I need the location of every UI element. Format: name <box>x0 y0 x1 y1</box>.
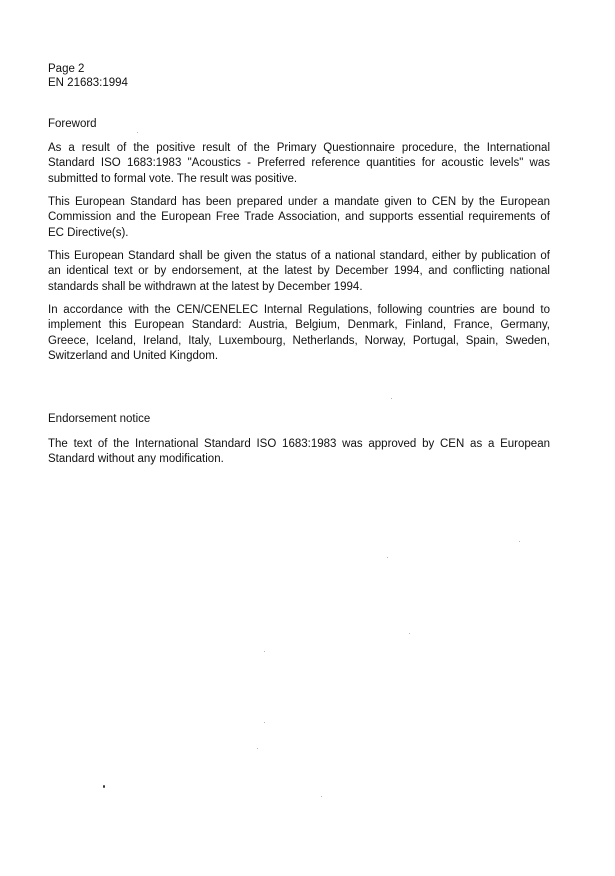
scan-speck <box>103 785 105 788</box>
scan-speck <box>321 796 322 797</box>
scan-speck <box>264 651 265 652</box>
foreword-heading: Foreword <box>48 118 97 130</box>
scan-speck <box>391 398 392 399</box>
foreword-paragraph-4: In accordance with the CEN/CENELEC Internal Regulations, following countries are bound to implement this European Standard: Austria, Belgium, Denmark, Finland, France, Germany, Greece, Iceland, Ireland, Italy, Luxembourg, Netherlands, Norway, Portugal, Spain, Sweden, Switzerland and United Kingdom. <box>48 304 550 362</box>
foreword-paragraph-1: As a result of the positive result of the Primary Questionnaire procedure, the International Standard ISO 1683:1983 "Acoustics - Preferred reference quantities for acoustic levels" was submitted to formal vote. The result was positive. <box>48 142 550 185</box>
page-header <box>48 62 128 90</box>
scan-speck <box>387 557 388 558</box>
scan-speck <box>137 132 138 133</box>
scan-speck <box>257 748 258 749</box>
scan-speck <box>519 541 520 542</box>
endorsement-heading: Endorsement notice <box>48 413 151 425</box>
foreword-paragraph-2: This European Standard has been prepared under a mandate given to CEN by the European Commission and the European Free Trade Association, and supports essential requirements of EC Directive(s). <box>48 196 550 239</box>
document-identifier: EN 21683:1994 <box>48 77 128 89</box>
scan-speck <box>409 633 410 634</box>
page-number: Page 2 <box>48 63 85 75</box>
scan-speck <box>264 722 265 723</box>
endorsement-paragraph: The text of the International Standard ISO 1683:1983 was approved by CEN as a European Standard without any modification. <box>48 438 550 466</box>
foreword-paragraph-3: This European Standard shall be given the status of a national standard, either by publication of an identical text or by endorsement, at the latest by December 1994, and conflicting national standards shall be withdrawn at the latest by December 1994. <box>48 250 550 293</box>
